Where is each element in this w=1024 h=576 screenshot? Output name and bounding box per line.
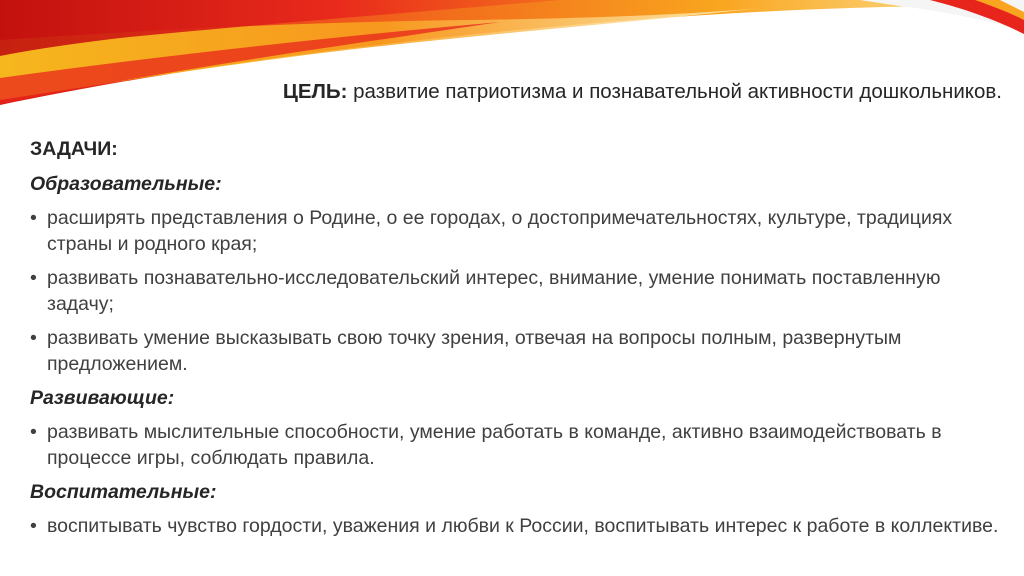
tasks-heading: ЗАДАЧИ: [30,138,118,160]
educational-list [30,205,1005,377]
list-item: • развивать мыслительные способности, умение работать в команде, активно взаимодействовать в процессе игры, соблюдать правила. [30,419,1005,471]
list-item: • развивать умение высказывать свою точку зрения, отвечая на вопросы полным, развернутым предложением. [30,325,1005,377]
list-item: • воспитывать чувство гордости, уважения и любви к России, воспитывать интерес к работе в коллективе. [30,513,1005,539]
goal-label: ЦЕЛЬ: [282,80,348,103]
upbringing-list [30,513,1005,539]
section-title-upbringing: Воспитательные: [30,481,217,503]
list-item: • расширять представления о Родине, о ее городах, о достопримечательностях, культуре, традициях страны и родного края; [30,205,1005,257]
section-title-developmental: Развивающие: [30,387,175,409]
list-item: • развивать познавательно-исследовательский интерес, внимание, умение понимать поставленную задачу; [30,265,1005,317]
tasks-content [30,136,1005,547]
section-title-educational: Образовательные: [30,173,222,195]
developmental-list [30,419,1005,471]
goal-statement [282,76,1002,108]
goal-text: развитие патриотизма и познавательной активности дошкольников. [347,80,1002,103]
